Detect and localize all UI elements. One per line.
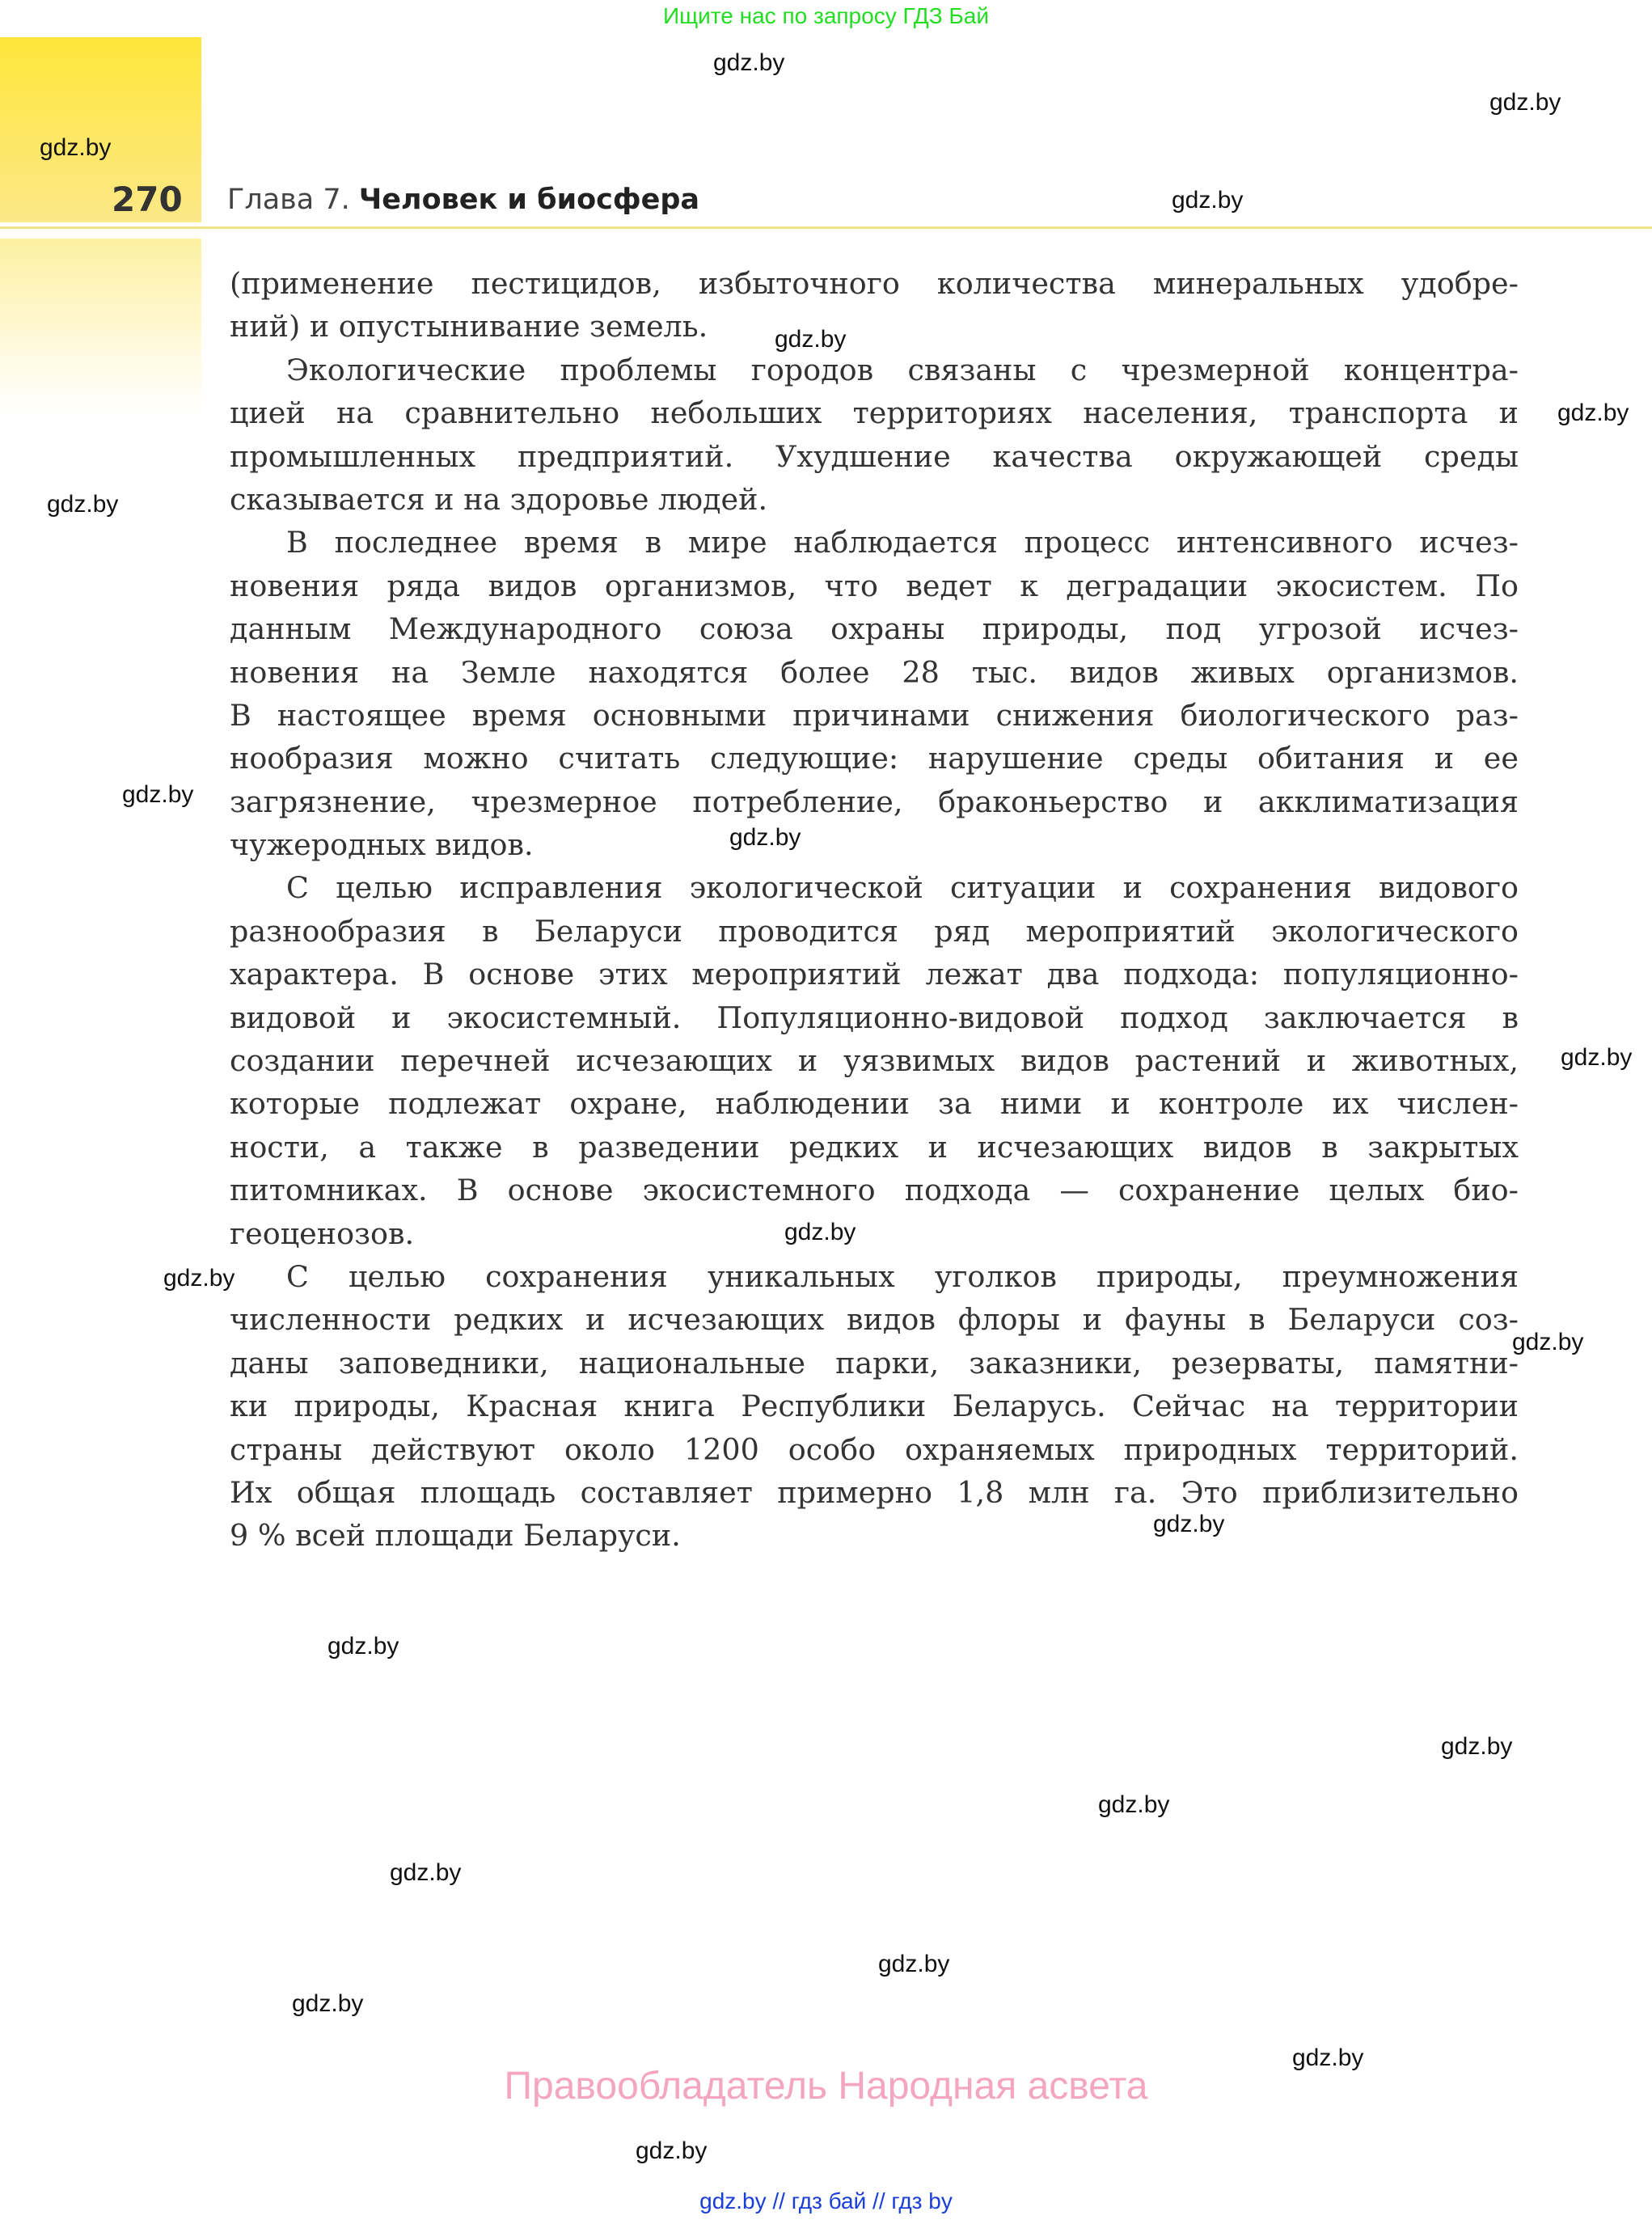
text-line: нообразия можно считать следующие: нарушение среды обитания и ее — [230, 741, 1519, 776]
text-line: ки природы, Красная книга Республики Беларусь. Сейчас на территории — [230, 1389, 1519, 1424]
paragraph — [230, 866, 1519, 1255]
watermark: gdz.by — [1292, 2044, 1364, 2071]
watermark: gdz.by — [1153, 1511, 1225, 1537]
watermark: gdz.by — [327, 1633, 399, 1660]
text-line: данным Международного союза охраны природы, под угрозой исчез- — [230, 611, 1519, 647]
watermark: gdz.by — [40, 134, 112, 161]
text-line: ний) и опустынивание земель. — [230, 309, 708, 345]
text-line: Экологические проблемы городов связаны с чрезмерной концентра- — [286, 352, 1519, 387]
text-line: питомниках. В основе экосистемного подхода — сохранение целых био- — [230, 1173, 1519, 1208]
watermark: gdz.by — [784, 1219, 856, 1245]
paragraph — [230, 349, 1519, 522]
text-line: цией на сравнительно небольших территориях населения, транспорта и — [230, 395, 1519, 431]
paragraph — [230, 262, 1519, 349]
text-line: геоценозов. — [230, 1216, 415, 1251]
watermark: gdz.by — [1172, 187, 1244, 214]
watermark: gdz.by — [292, 1990, 364, 2017]
watermark: gdz.by — [122, 781, 194, 808]
watermark: gdz.by — [1561, 1044, 1633, 1071]
text-line: которые подлежат охране, наблюдении за ними и контроле их числен- — [230, 1086, 1519, 1122]
text-line: загрязнение, чрезмерное потребление, браконьерство и акклиматизация — [230, 784, 1519, 819]
text-line: (применение пестицидов, избыточного количества минеральных удобре- — [230, 266, 1519, 301]
text-line: даны заповедники, национальные парки, заказники, резерваты, памятни- — [230, 1345, 1519, 1380]
text-line: страны действуют около 1200 особо охраняемых природных территорий. — [230, 1431, 1519, 1467]
watermark: gdz.by — [1489, 89, 1561, 116]
text-line: 9 % всей площади Беларуси. — [230, 1518, 681, 1554]
text-line: новения ряда видов организмов, что ведет к деградации экосистем. По — [230, 568, 1519, 603]
body-text — [230, 262, 1519, 1558]
watermark: gdz.by — [878, 1951, 950, 1977]
watermark: gdz.by — [1098, 1791, 1170, 1818]
owner-notice: Правообладатель Народная асвета — [504, 2065, 1148, 2108]
text-line: численности редких и исчезающих видов флоры и фауны в Беларуси соз- — [230, 1302, 1519, 1338]
bottom-links[interactable]: gdz.by // гдз бай // гдз by — [699, 2188, 953, 2213]
paragraph — [230, 521, 1519, 866]
watermark: gdz.by — [775, 326, 847, 353]
paragraph — [230, 1255, 1519, 1558]
watermark: gdz.by — [47, 491, 119, 518]
watermark: gdz.by — [636, 2137, 708, 2164]
text-line: С целью сохранения уникальных уголков природы, преумножения — [286, 1258, 1519, 1294]
text-line: С целью исправления экологической ситуации и сохранения видового — [286, 870, 1519, 906]
chapter-label: Глава 7. — [227, 184, 350, 216]
text-line: разнообразия в Беларуси проводится ряд мероприятий экологического — [230, 913, 1519, 949]
page-number: 270 — [112, 180, 183, 219]
text-line: ности, а также в разведении редких и исчезающих видов в закрытых — [230, 1129, 1519, 1165]
text-line: промышленных предприятий. Ухудшение качества окружающей среды — [230, 438, 1519, 474]
margin-gradient-decoration — [0, 239, 201, 416]
top-banner[interactable]: Ищите нас по запросу ГДЗ Бай — [662, 3, 990, 28]
text-line: создании перечней исчезающих и уязвимых видов растений и животных, — [230, 1043, 1519, 1079]
text-line: новения на Земле находятся более 28 тыс. видов живых организмов. — [230, 654, 1519, 690]
watermark: gdz.by — [163, 1265, 235, 1292]
header-divider — [0, 226, 1652, 229]
text-line: сказывается и на здоровье людей. — [230, 481, 768, 517]
chapter-title: Человек и биосфера — [358, 184, 700, 216]
text-line: Их общая площадь составляет примерно 1,8 млн га. Это приблизительно — [230, 1474, 1519, 1510]
watermark: gdz.by — [1557, 400, 1629, 426]
watermark: gdz.by — [1441, 1733, 1513, 1760]
watermark: gdz.by — [1512, 1329, 1584, 1355]
text-line: В последнее время в мире наблюдается процесс интенсивного исчез- — [286, 525, 1519, 560]
text-line: чужеродных видов. — [230, 827, 534, 863]
watermark: gdz.by — [713, 49, 785, 76]
text-line: видовой и экосистемный. Популяционно-видовой подход заключается в — [230, 1000, 1519, 1035]
watermark: gdz.by — [729, 824, 801, 851]
text-line: характера. В основе этих мероприятий лежат два подхода: популяционно- — [230, 957, 1519, 992]
text-line: В настоящее время основными причинами снижения биологического раз- — [230, 697, 1519, 733]
watermark: gdz.by — [390, 1859, 462, 1886]
chapter-header — [227, 184, 699, 216]
